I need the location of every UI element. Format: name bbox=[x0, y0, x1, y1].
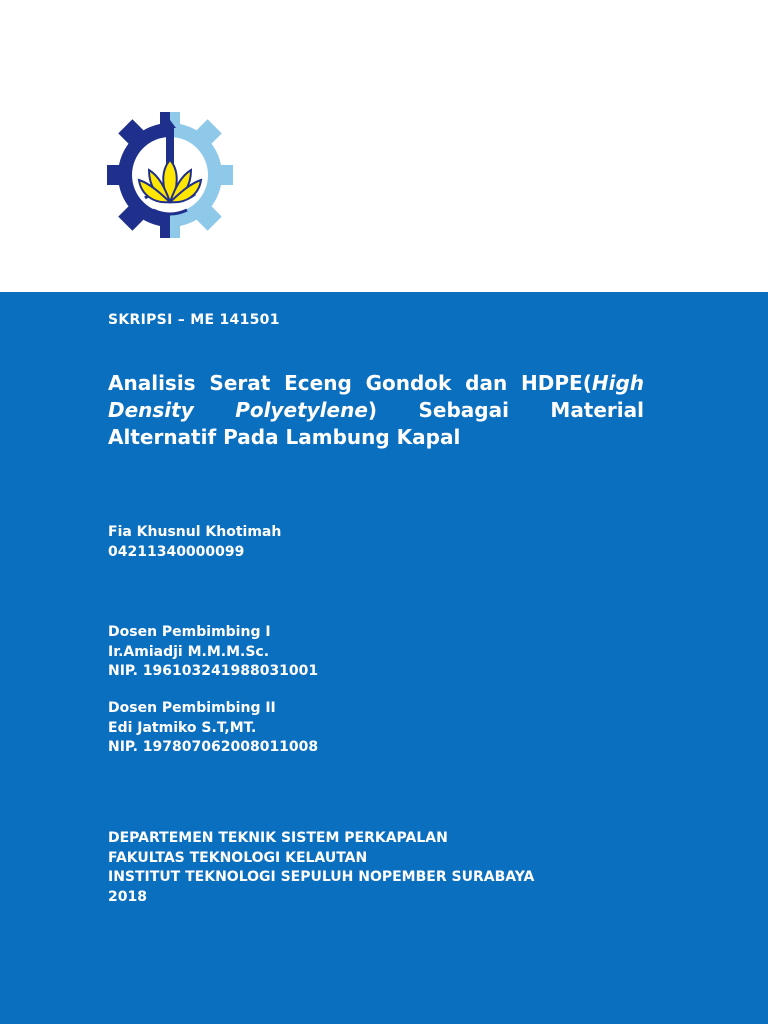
document-code: SKRIPSI – ME 141501 bbox=[108, 312, 280, 328]
thesis-title-part1: Analisis Serat Eceng Gondok dan HDPE( bbox=[108, 371, 592, 395]
faculty-name: FAKULTAS TEKNOLOGI KELAUTAN bbox=[108, 849, 368, 866]
advisor1-nip: NIP. 196103241988031001 bbox=[108, 663, 319, 679]
advisor2-role: Dosen Pembimbing II bbox=[108, 700, 276, 716]
department-name: DEPARTEMEN TEKNIK SISTEM PERKAPALAN bbox=[108, 830, 448, 846]
thesis-title-part2: ) Sebagai Material Alternatif Pada Lambung Kapal bbox=[108, 398, 645, 449]
university-name: INSTITUT TEKNOLOGI SEPULUH NOPEMBER SURABAYA bbox=[108, 869, 535, 885]
advisor1-name: Ir.Amiadji M.M.M.Sc. bbox=[108, 643, 270, 660]
thesis-title bbox=[108, 370, 644, 451]
author-id: 04211340000099 bbox=[108, 543, 245, 560]
advisor1-role: Dosen Pembimbing I bbox=[108, 624, 271, 640]
advisor2-name: Edi Jatmiko S.T,MT. bbox=[108, 719, 257, 736]
author-name: Fia Khusnul Khotimah bbox=[108, 524, 282, 540]
advisor2-nip: NIP. 197807062008011008 bbox=[108, 739, 319, 755]
advisor1-block bbox=[108, 623, 318, 682]
institution-block bbox=[108, 829, 534, 907]
publication-year: 2018 bbox=[108, 888, 147, 905]
author-block bbox=[108, 523, 281, 562]
advisor2-block bbox=[108, 699, 318, 758]
its-logo-icon bbox=[105, 110, 235, 240]
thesis-title-italic: High Density Polyetylene bbox=[108, 371, 644, 422]
cover-panel bbox=[0, 292, 768, 1024]
